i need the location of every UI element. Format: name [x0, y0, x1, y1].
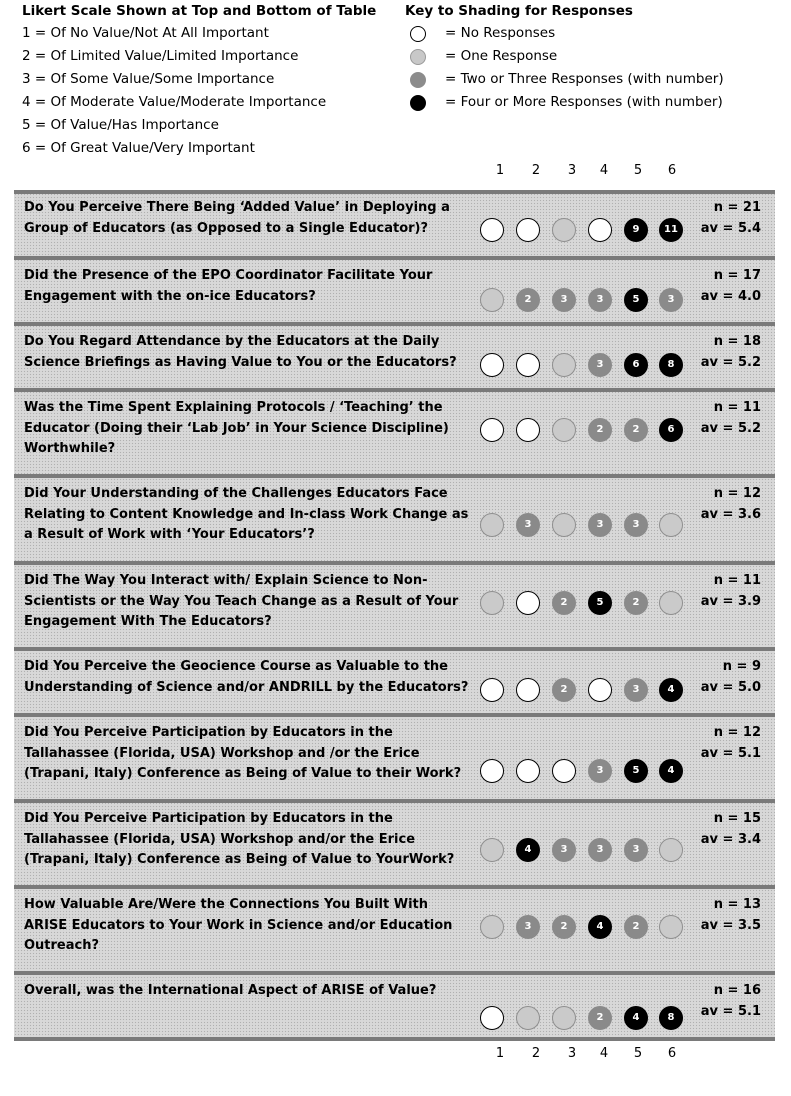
response-circle-2 — [516, 678, 540, 702]
average-score: av = 3.5 — [700, 917, 761, 933]
response-circle-4: 3 — [588, 838, 612, 862]
row-divider — [14, 885, 775, 889]
response-circle-3: 2 — [552, 591, 576, 615]
shading-key — [405, 0, 724, 114]
scale-label-6: 6 — [667, 1046, 677, 1061]
sample-size: n = 12 — [713, 725, 761, 740]
row-divider — [14, 647, 775, 651]
response-circle-2 — [516, 418, 540, 442]
question-stats — [701, 332, 761, 373]
likert-item: 4 = Of Moderate Value/Moderate Importance — [22, 94, 327, 110]
question-stats — [701, 723, 761, 764]
row-divider — [14, 474, 775, 478]
response-circle-3 — [552, 759, 576, 783]
question-text: Was the Time Spent Explaining Protocols / ‘Teaching’ the Educator (Doing their ‘Lab Job’ in Your Science Discipline) Worthwhile? — [24, 400, 449, 456]
scale-header-bottom — [0, 1046, 791, 1064]
sample-size: n = 11 — [713, 400, 761, 415]
response-circle-2 — [516, 759, 540, 783]
response-circle-4 — [588, 678, 612, 702]
response-circle-3: 2 — [552, 915, 576, 939]
response-circle-3: 3 — [552, 288, 576, 312]
few-responses-circle-icon — [410, 72, 426, 88]
response-circle-3 — [552, 513, 576, 537]
scale-label-4: 4 — [599, 1046, 609, 1061]
response-circle-6: 4 — [659, 759, 683, 783]
response-circle-4: 4 — [588, 915, 612, 939]
key-label: = Two or Three Responses (with number) — [445, 71, 724, 87]
question-text: Did You Perceive Participation by Educators in the Tallahassee (Florida, USA) Workshop and/or the Erice (Trapani, Italy) Conference as Being of Value to YourWork? — [24, 811, 455, 867]
response-circle-1 — [480, 678, 504, 702]
average-score: av = 3.4 — [700, 831, 761, 847]
likert-item: 6 = Of Great Value/Very Important — [22, 140, 255, 156]
response-circle-5: 6 — [624, 353, 648, 377]
question-stats — [701, 657, 761, 698]
response-circle-2: 2 — [516, 288, 540, 312]
response-circle-2 — [516, 1006, 540, 1030]
likert-item: 3 = Of Some Value/Some Importance — [22, 71, 275, 87]
response-circle-1 — [480, 418, 504, 442]
scale-label-2: 2 — [531, 1046, 541, 1061]
response-circle-1 — [480, 288, 504, 312]
response-circle-3: 2 — [552, 678, 576, 702]
scale-label-6: 6 — [667, 163, 677, 178]
response-circle-4: 3 — [588, 288, 612, 312]
shading-key-title: Key to Shading for Responses — [405, 3, 633, 19]
average-score: av = 3.6 — [700, 506, 761, 522]
response-circle-3 — [552, 353, 576, 377]
average-score: av = 3.9 — [700, 593, 761, 609]
response-circle-3: 3 — [552, 838, 576, 862]
question-text: Did the Presence of the EPO Coordinator Facilitate Your Engagement with the on-ice Educators? — [24, 268, 433, 304]
response-circle-6 — [659, 915, 683, 939]
key-row-many — [405, 91, 723, 114]
response-circle-1 — [480, 915, 504, 939]
average-score: av = 5.1 — [700, 1003, 761, 1019]
likert-legend — [22, 0, 376, 160]
key-row-few — [405, 68, 724, 91]
response-circle-4 — [588, 218, 612, 242]
row-divider — [14, 190, 775, 194]
response-circle-6: 6 — [659, 418, 683, 442]
key-row-one — [405, 45, 633, 68]
response-circle-2 — [516, 353, 540, 377]
key-row-none — [405, 22, 633, 45]
sample-size: n = 18 — [713, 334, 761, 349]
question-stats — [701, 484, 761, 525]
response-circle-6: 8 — [659, 1006, 683, 1030]
likert-item: 5 = Of Value/Has Importance — [22, 117, 219, 133]
question-text: Overall, was the International Aspect of ARISE of Value? — [24, 983, 437, 998]
sample-size: n = 16 — [713, 983, 761, 998]
response-circle-1 — [480, 513, 504, 537]
average-score: av = 5.0 — [700, 679, 761, 695]
response-circle-5: 9 — [624, 218, 648, 242]
question-stats — [701, 571, 761, 612]
response-circle-1 — [480, 759, 504, 783]
scale-label-5: 5 — [633, 1046, 643, 1061]
scale-label-1: 1 — [495, 1046, 505, 1061]
average-score: av = 4.0 — [700, 288, 761, 304]
row-divider — [14, 1037, 775, 1041]
response-circle-6 — [659, 591, 683, 615]
row-divider — [14, 388, 775, 392]
response-circle-1 — [480, 838, 504, 862]
response-circle-5: 2 — [624, 418, 648, 442]
question-stats — [701, 266, 761, 307]
average-score: av = 5.4 — [700, 220, 761, 236]
response-circle-6 — [659, 838, 683, 862]
scale-label-4: 4 — [599, 163, 609, 178]
response-circle-4: 2 — [588, 418, 612, 442]
question-stats — [701, 198, 761, 239]
no-response-circle-icon — [410, 26, 426, 42]
average-score: av = 5.2 — [700, 354, 761, 370]
sample-size: n = 21 — [713, 200, 761, 215]
response-circle-2: 3 — [516, 513, 540, 537]
question-stats — [701, 398, 761, 439]
response-circle-1 — [480, 1006, 504, 1030]
response-circle-3 — [552, 418, 576, 442]
response-circle-6: 8 — [659, 353, 683, 377]
question-stats — [701, 809, 761, 850]
question-text: Did You Perceive Participation by Educators in the Tallahassee (Florida, USA) Workshop and /or the Erice (Trapani, Italy) Conference as Being of Value to their Work? — [24, 725, 462, 781]
question-text: Do You Perceive There Being ‘Added Value’ in Deploying a Group of Educators (as Opposed to a Single Educator)? — [24, 200, 450, 236]
scale-label-3: 3 — [567, 1046, 577, 1061]
question-text: Did The Way You Interact with/ Explain Science to Non- Scientists or the Way You Teach Change as a Result of Your Engagement With The Educators? — [24, 573, 459, 629]
response-circle-4: 2 — [588, 1006, 612, 1030]
scale-label-1: 1 — [495, 163, 505, 178]
average-score: av = 5.1 — [700, 745, 761, 761]
response-circle-6: 3 — [659, 288, 683, 312]
scale-label-2: 2 — [531, 163, 541, 178]
row-divider — [14, 561, 775, 565]
question-text: How Valuable Are/Were the Connections You Built With ARISE Educators to Your Work in Science and/or Education Outreach? — [24, 897, 453, 953]
sample-size: n = 11 — [713, 573, 761, 588]
question-text: Do You Regard Attendance by the Educators at the Daily Science Briefings as Having Value to You or the Educators? — [24, 334, 457, 370]
response-circle-3 — [552, 218, 576, 242]
row-divider — [14, 322, 775, 326]
key-label: = No Responses — [445, 25, 556, 41]
response-circle-4: 3 — [588, 353, 612, 377]
question-text: Did You Perceive the Geocience Course as Valuable to the Understanding of Science and/or ANDRILL by the Educators? — [24, 659, 469, 695]
response-circle-5: 3 — [624, 838, 648, 862]
question-stats — [701, 895, 761, 936]
key-label: = One Response — [445, 48, 558, 64]
response-circle-2: 4 — [516, 838, 540, 862]
scale-header-top — [0, 163, 791, 181]
likert-item: 2 = Of Limited Value/Limited Importance — [22, 48, 299, 64]
response-circle-5: 2 — [624, 591, 648, 615]
sample-size: n = 13 — [713, 897, 761, 912]
response-circle-5: 3 — [624, 678, 648, 702]
response-circle-5: 5 — [624, 759, 648, 783]
row-divider — [14, 799, 775, 803]
sample-size: n = 12 — [713, 486, 761, 501]
scale-label-5: 5 — [633, 163, 643, 178]
response-circle-6 — [659, 513, 683, 537]
sample-size: n = 15 — [713, 811, 761, 826]
response-circle-4: 5 — [588, 591, 612, 615]
many-responses-circle-icon — [410, 95, 426, 111]
sample-size: n = 17 — [713, 268, 761, 283]
response-circle-5: 4 — [624, 1006, 648, 1030]
one-response-circle-icon — [410, 49, 426, 65]
response-circle-6: 4 — [659, 678, 683, 702]
row-divider — [14, 713, 775, 717]
sample-size: n = 9 — [722, 659, 761, 674]
response-circle-1 — [480, 591, 504, 615]
key-label: = Four or More Responses (with number) — [445, 94, 723, 110]
response-circle-4: 3 — [588, 759, 612, 783]
row-divider — [14, 256, 775, 260]
average-score: av = 5.2 — [700, 420, 761, 436]
response-circle-6: 11 — [659, 218, 683, 242]
response-circle-5: 3 — [624, 513, 648, 537]
question-text: Did Your Understanding of the Challenges Educators Face Relating to Content Knowledge and In-class Work Change as a Result of Work with ‘Your Educators’? — [24, 486, 469, 542]
response-circle-2 — [516, 591, 540, 615]
response-circle-3 — [552, 1006, 576, 1030]
row-divider — [14, 971, 775, 975]
response-circle-4: 3 — [588, 513, 612, 537]
response-circle-5: 2 — [624, 915, 648, 939]
response-circle-5: 5 — [624, 288, 648, 312]
likert-item: 1 = Of No Value/Not At All Important — [22, 25, 269, 41]
response-circle-2: 3 — [516, 915, 540, 939]
scale-label-3: 3 — [567, 163, 577, 178]
response-circle-1 — [480, 353, 504, 377]
response-circle-2 — [516, 218, 540, 242]
response-circle-1 — [480, 218, 504, 242]
question-stats — [701, 981, 761, 1022]
likert-legend-title: Likert Scale Shown at Top and Bottom of Table — [22, 3, 377, 19]
